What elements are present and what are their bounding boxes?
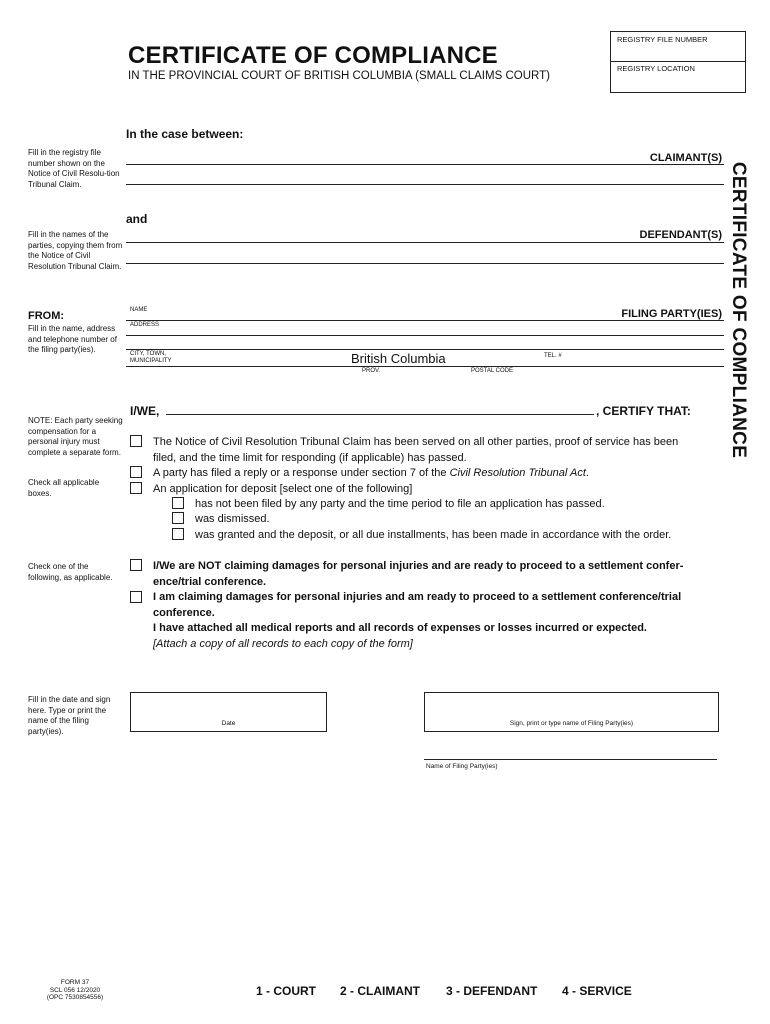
reply-filed-text (153, 466, 589, 482)
attach-records-note: [Attach a copy of all records to each copy of the form] (153, 638, 413, 650)
registry-file-number-field[interactable] (610, 31, 746, 62)
postal-code-label: POSTAL CODE (471, 368, 514, 374)
date-field[interactable] (130, 692, 327, 732)
registry-file-number-label: REGISTRY FILE NUMBER (617, 35, 708, 44)
name-label: NAME (130, 307, 148, 313)
claiming-line1: I am claiming damages for personal injuries and am ready to proceed to a settlement conference/trial (153, 591, 682, 603)
form-opc: (OPC 7530854556) (46, 994, 104, 1001)
address-line-2[interactable] (126, 349, 724, 350)
name-line[interactable] (126, 320, 724, 321)
side-title (724, 150, 752, 470)
copy-claimant: 2 - CLAIMANT (340, 984, 420, 998)
defendant-line-2[interactable] (126, 263, 724, 264)
parties-instruction: Fill in the names of the parties, copying them from the Notice of Civil Resolution Tribunal Claim. (28, 230, 123, 271)
date-label: Date (221, 720, 236, 727)
not-claiming-line2: ence/trial conference. (153, 575, 267, 588)
deposit-not-filed-text: has not been filed by any party and the time period to file an application has passed. (195, 498, 605, 510)
from-heading: FROM: (28, 310, 65, 322)
form-code: SCL 056 12/2020 (49, 986, 101, 994)
served-checkbox[interactable] (130, 435, 142, 447)
city-label-line2: MUNICIPALITY (130, 358, 172, 364)
claimant-line-2[interactable] (126, 184, 724, 185)
form-subtitle: IN THE PROVINCIAL COURT OF BRITISH COLUMBIA (SMALL CLAIMS COURT) (128, 70, 550, 82)
address-line-1[interactable] (126, 335, 724, 336)
reply-filed-suffix: . (585, 467, 589, 479)
iwe-name-line[interactable] (166, 414, 594, 415)
served-text (153, 435, 678, 466)
prov-label: PROV. (362, 368, 381, 374)
deposit-granted-text: was granted and the deposit, or all due installments, has been made in accordance with the order. (195, 529, 672, 541)
filing-party-name-line[interactable] (424, 759, 717, 760)
copy-court: 1 - COURT (256, 984, 316, 998)
deposit-granted-checkbox[interactable] (172, 528, 184, 540)
address-label: ADDRESS (130, 322, 160, 328)
claiming-line3: I have attached all medical reports and all records of expenses or losses incurred or expected. (153, 622, 647, 634)
form-title: CERTIFICATE OF COMPLIANCE (128, 42, 498, 69)
copy-defendant: 3 - DEFENDANT (446, 984, 538, 998)
signature-field[interactable] (424, 692, 719, 732)
city-label (130, 351, 172, 365)
city-label-line1: CITY, TOWN, (130, 351, 167, 357)
iwe-label: I/WE, (130, 404, 160, 418)
served-text-line2: filed, and the time limit for responding (if applicable) has passed. (153, 451, 467, 464)
registry-location-label: REGISTRY LOCATION (617, 64, 695, 73)
note-instruction: NOTE: Each party seeking compensation for a personal injury must complete a separate form. (28, 416, 123, 457)
claiming-injury-text (153, 590, 681, 637)
sign-instruction: Fill in the date and sign here. Type or print the name of the filing party(ies). (28, 695, 111, 736)
from-instruction: Fill in the name, address and telephone number of the filing party(ies). (28, 324, 117, 354)
claiming-injury-checkbox[interactable] (130, 591, 142, 603)
deposit-not-filed-checkbox[interactable] (172, 497, 184, 509)
form-number: FORM 37 (60, 979, 90, 986)
deposit-application-checkbox[interactable] (130, 482, 142, 494)
registry-location-field[interactable] (610, 60, 746, 93)
defendant-line-1[interactable] (126, 242, 724, 243)
reply-filed-checkbox[interactable] (130, 466, 142, 478)
tel-label: TEL. # (544, 353, 562, 359)
filing-party-name-label: Name of Filing Party(ies) (426, 763, 498, 770)
defendant-label: DEFENDANT(S) (639, 229, 722, 241)
deposit-application-text: An application for deposit [select one of the following] (153, 483, 413, 495)
served-text-line1: The Notice of Civil Resolution Tribunal Claim has been served on all other parties, proof of service has been (153, 436, 679, 448)
reply-filed-prefix: A party has filed a reply or a response under section 7 of the (153, 467, 450, 479)
side-title-text: CERTIFICATE OF COMPLIANCE (728, 161, 749, 459)
deposit-dismissed-text: was dismissed. (195, 513, 270, 525)
case-heading: In the case between: (126, 127, 244, 141)
not-claiming-injury-text (153, 559, 683, 590)
deposit-dismissed-checkbox[interactable] (172, 512, 184, 524)
certify-that-label: , CERTIFY THAT: (596, 404, 691, 418)
check-all-instruction: Check all applicable boxes. (28, 478, 100, 498)
check-one-instruction: Check one of the following, as applicable. (28, 562, 113, 582)
and-label: and (126, 212, 148, 226)
copy-service: 4 - SERVICE (562, 984, 632, 998)
province-value: British Columbia (351, 351, 446, 366)
act-name: Civil Resolution Tribunal Act (449, 467, 586, 479)
claiming-line2: conference. (153, 606, 215, 619)
not-claiming-injury-checkbox[interactable] (130, 559, 142, 571)
form-code-block (44, 979, 106, 1002)
filing-party-label: FILING PARTY(IES) (621, 308, 722, 320)
city-line[interactable] (126, 366, 724, 367)
signature-label: Sign, print or type name of Filing Party(ies) (509, 720, 634, 727)
claimant-label: CLAIMANT(S) (649, 152, 722, 164)
not-claiming-line1: I/We are NOT claiming damages for personal injuries and are ready to proceed to a settlement confer- (153, 560, 684, 572)
claimant-line-1[interactable] (126, 164, 724, 165)
registry-instruction: Fill in the registry file number shown on the Notice of Civil Resolu-tion Tribunal Claim. (28, 148, 120, 189)
